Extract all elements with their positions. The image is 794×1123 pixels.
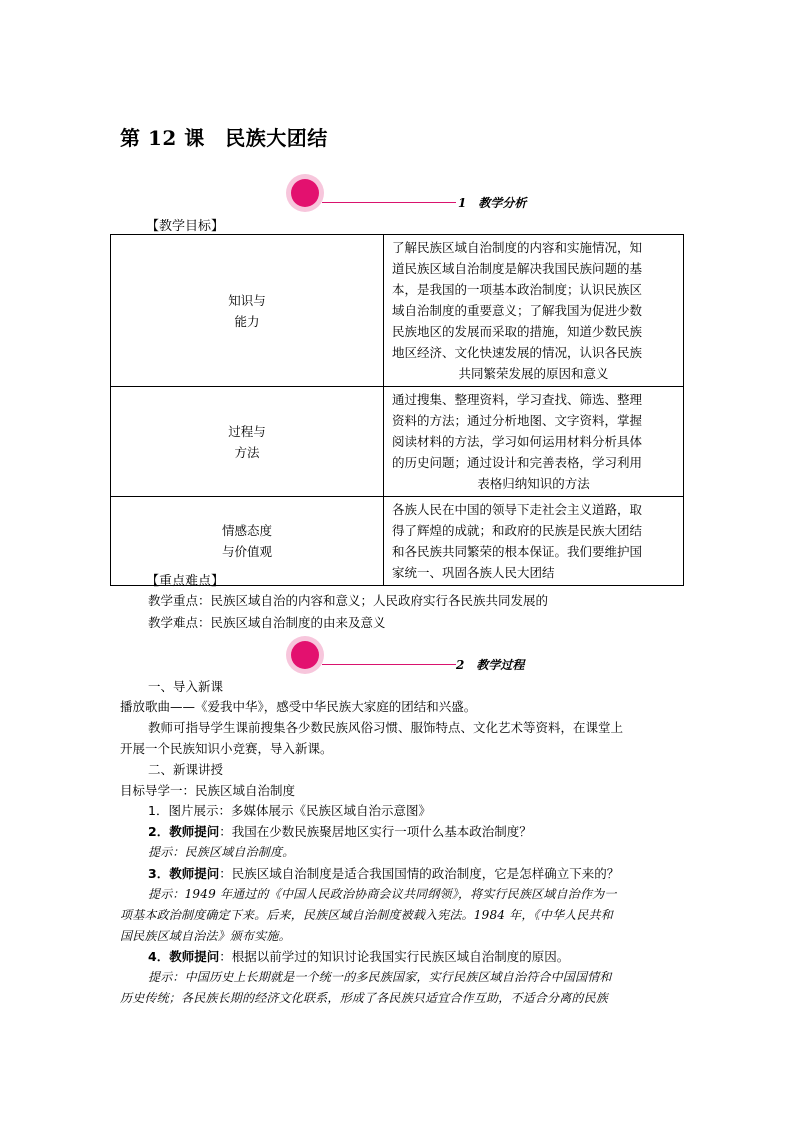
section-divider <box>322 664 456 665</box>
goal-category: 过程与 方法 <box>111 387 384 497</box>
hint: 提示：民族区域自治制度。 <box>148 845 295 859</box>
hint: 项基本政治制度确定下来。后来，民族区域自治制度被载入宪法。1984 年，《中华人民共和 <box>120 908 613 922</box>
list-item: 1．图片展示：多媒体展示《民族区域自治示意图》 <box>148 803 431 818</box>
key-point: 教学重点：民族区域自治的内容和意义；人民政府实行各民族共同发展的 <box>148 593 549 608</box>
goal-description: 了解民族区域自治制度的内容和实施情况，知 道民族区域自治制度是解决我国民族问题的基 本，是我国的一项基本政治制度；认识民族区 域自治制度的重要意义；了解我国为促进少数 民族地区的发展而采取的措施，知道少数民族 地区经济、文化快速发展的情况，认识各民族 共同繁荣发展的原因和意义 <box>384 235 684 387</box>
paragraph: 播放歌曲——《爱我中华》，感受中华民族大家庭的团结和兴盛。 <box>120 699 477 714</box>
goal-category: 情感态度 与价值观 <box>111 497 384 586</box>
part-heading: 一、导入新课 <box>148 679 224 694</box>
section-circle-icon <box>286 636 324 674</box>
section-marker-process <box>286 636 536 676</box>
hint: 提示：中国历史上长期就是一个统一的多民族国家，实行民族区域自治符合中国国情和 <box>148 970 612 984</box>
hint: 国民族区域自治法》颁布实施。 <box>120 929 291 943</box>
table-row <box>111 387 684 497</box>
goal-description: 各族人民在中国的领导下走社会主义道路，取 得了辉煌的成就；和政府的民族是民族大团结 和各民族共同繁荣的根本保证。我们要维护国 家统一、巩固各族人民大团结 <box>384 497 684 586</box>
section-label: 2 教学过程 <box>456 658 525 672</box>
hint: 历史传统；各民族长期的经济文化联系，形成了各民族只适宜合作互助，不适合分离的民族 <box>120 991 609 1005</box>
table-row <box>111 235 684 387</box>
list-item: 4．教师提问：根据以前学过的知识讨论我国实行民族区域自治制度的原因。 <box>148 949 570 964</box>
goal-description: 通过搜集、整理资料，学习查找、筛选、整理 资料的方法；通过分析地图、文字资料，掌握 阅读材料的方法，学习如何运用材料分析具体 的历史问题；通过设计和完善表格，学习利用 表格归纳知识的方法 <box>384 387 684 497</box>
goals-heading: 【教学目标】 <box>146 219 225 234</box>
goal-category: 知识与 能力 <box>111 235 384 387</box>
paragraph: 开展一个民族知识小竞赛，导入新课。 <box>120 741 333 756</box>
key-heading: 【重点难点】 <box>146 574 225 589</box>
part-heading: 二、新课讲授 <box>148 762 224 777</box>
list-item: 2．教师提问：我国在少数民族聚居地区实行一项什么基本政治制度？ <box>148 824 532 839</box>
lesson-title: 第 12 课 民族大团结 <box>120 126 328 150</box>
difficult-point: 教学难点：民族区域自治制度的由来及意义 <box>148 615 386 630</box>
section-divider <box>322 202 456 203</box>
paragraph: 教师可指导学生课前搜集各少数民族风俗习惯、服饰特点、文化艺术等资料，在课堂上 <box>148 720 624 735</box>
hint: 提示：1949 年通过的《中国人民政治协商会议共同纲领》，将实行民族区域自治作为一 <box>148 887 617 901</box>
list-item: 3．教师提问：民族区域自治制度是适合我国国情的政治制度，它是怎样确立下来的？ <box>148 866 620 881</box>
goals-table <box>110 234 684 586</box>
section-marker-analysis <box>286 174 536 214</box>
section-label: 1 教学分析 <box>458 196 527 210</box>
goal-heading: 目标导学一：民族区域自治制度 <box>120 783 296 798</box>
section-circle-icon <box>286 174 324 212</box>
